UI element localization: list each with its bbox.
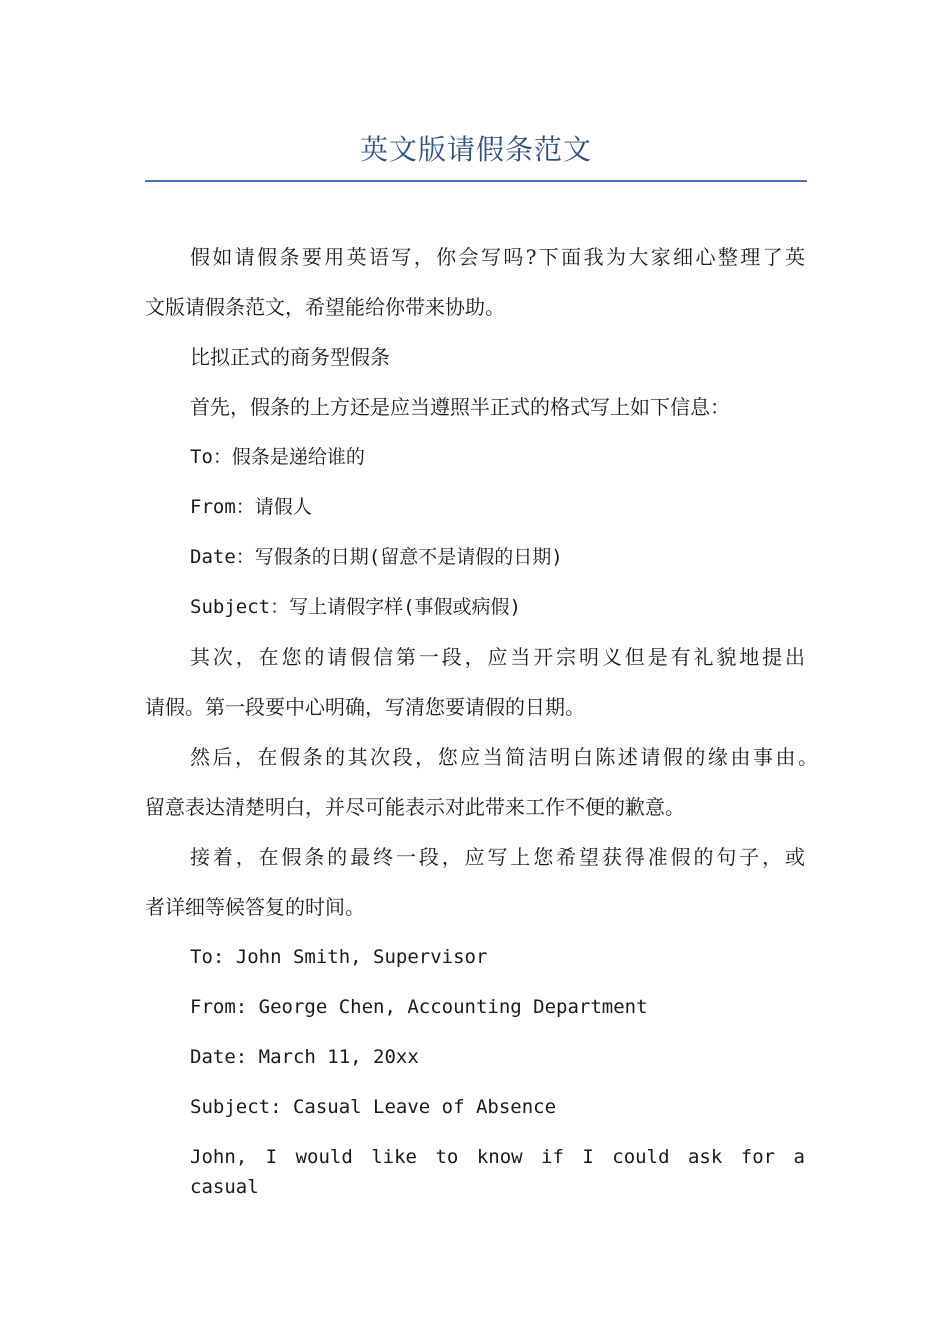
paragraph-line: 请假。第一段要中心明确，写清您要请假的日期。: [145, 695, 585, 719]
memo-date-line: Date: March 11, 20xx: [190, 1046, 419, 1068]
paragraph-line: To：假条是递给谁的: [190, 446, 365, 468]
paragraph-line: Date：写假条的日期(留意不是请假的日期): [190, 546, 563, 568]
document-title: 英文版请假条范文: [359, 133, 592, 166]
paragraph-line: Subject：写上请假字样(事假或病假): [190, 596, 521, 618]
paragraph-line: 接着，在假条的最终一段，应写上您希望获得准假的句子，或: [190, 845, 805, 869]
paragraph-line: 假如请假条要用英语写，你会写吗?下面我为大家细心整理了英: [190, 245, 805, 269]
memo-from-line: From: George Chen, Accounting Department: [190, 996, 648, 1018]
memo-to-line: To: John Smith, Supervisor: [190, 946, 488, 968]
memo-body-line: John, I would like to know if I could ask for a casual: [190, 1146, 805, 1198]
title-divider: [145, 180, 807, 182]
paragraph-line: 首先，假条的上方还是应当遵照半正式的格式写上如下信息：: [190, 395, 730, 419]
paragraph-line: 者详细等候答复的时间。: [145, 895, 365, 919]
paragraph-line: 文版请假条范文，希望能给你带来协助。: [145, 295, 505, 319]
paragraph-line: 留意表达清楚明白，并尽可能表示对此带来工作不便的歉意。: [145, 795, 685, 819]
paragraph-line: From：请假人: [190, 496, 312, 518]
paragraph-line: 其次，在您的请假信第一段，应当开宗明义但是有礼貌地提出: [190, 645, 805, 669]
memo-subject-line: Subject: Casual Leave of Absence: [190, 1096, 557, 1118]
paragraph-line: 比拟正式的商务型假条: [190, 345, 390, 369]
paragraph-line: 然后，在假条的其次段，您应当简洁明白陈述请假的缘由事由。: [190, 745, 818, 769]
